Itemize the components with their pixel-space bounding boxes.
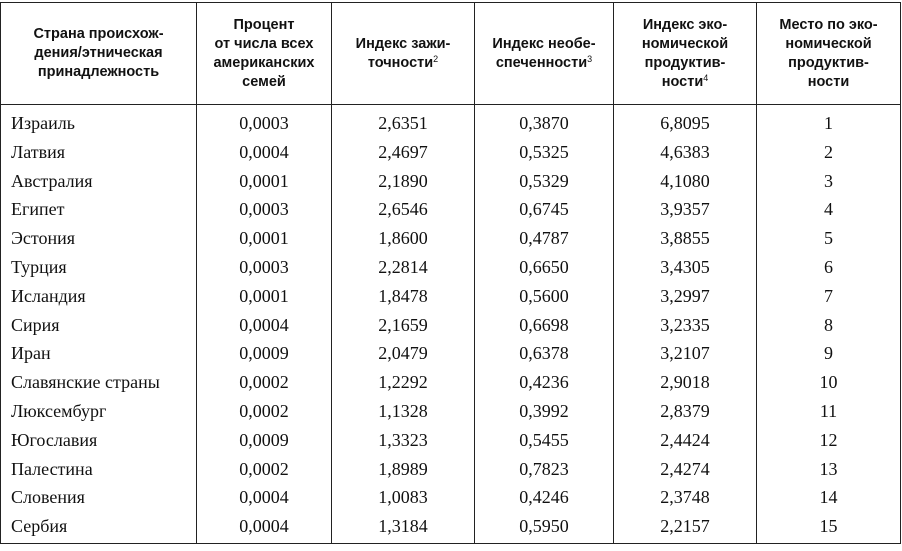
- header-line: продуктив-: [788, 54, 869, 71]
- cell-productivity: 6,8095: [614, 105, 757, 138]
- cell-country: Турция: [11, 256, 67, 277]
- header-poverty-index: [475, 3, 614, 105]
- cell-productivity: 3,2107: [614, 339, 757, 368]
- cell-productivity: 2,8379: [614, 397, 757, 426]
- cell-wealth: 2,6546: [332, 195, 475, 224]
- footnote-marker: 4: [703, 72, 709, 83]
- cell-rank: 6: [757, 253, 901, 282]
- cell-wealth: 1,2292: [332, 368, 475, 397]
- cell-wealth: 1,8989: [332, 455, 475, 484]
- cell-country: Палестина: [11, 458, 93, 479]
- header-productivity-index: [614, 3, 757, 105]
- table-header: [1, 3, 901, 105]
- header-line: [338, 54, 468, 73]
- cell-productivity: 2,4274: [614, 455, 757, 484]
- cell-wealth: 1,1328: [332, 397, 475, 426]
- cell-rank: 11: [757, 397, 901, 426]
- cell-country: Исландия: [11, 285, 86, 306]
- header-country: [1, 3, 197, 105]
- cell-poverty: 0,5455: [475, 426, 614, 455]
- header-line: номической: [785, 35, 872, 52]
- cell-productivity: 2,3748: [614, 483, 757, 512]
- cell-percent: 0,0003: [197, 105, 332, 138]
- footnote-marker: 3: [587, 53, 593, 64]
- header-line: Место по эко-: [779, 16, 878, 33]
- cell-country: Сирия: [11, 314, 60, 335]
- header-line: принадлежность: [37, 64, 160, 80]
- cell-poverty: 0,5329: [475, 167, 614, 196]
- header-row: [1, 3, 901, 105]
- header-line: продуктив-: [644, 54, 726, 71]
- header-line: от числа всех: [214, 35, 314, 52]
- cell-productivity: 3,2335: [614, 311, 757, 340]
- cell-poverty: 0,5950: [475, 512, 614, 543]
- cell-poverty: 0,5325: [475, 138, 614, 167]
- header-rank: [757, 3, 901, 105]
- table-row: [1, 339, 901, 368]
- cell-rank: 3: [757, 167, 901, 196]
- cell-productivity: 2,2157: [614, 512, 757, 543]
- cell-percent: 0,0009: [197, 339, 332, 368]
- table-row: [1, 138, 901, 167]
- table-row: [1, 167, 901, 196]
- cell-percent: 0,0009: [197, 426, 332, 455]
- table-row: [1, 195, 901, 224]
- header-line-text: спеченности: [495, 54, 588, 71]
- table-row: [1, 512, 901, 543]
- table-row: [1, 105, 901, 138]
- cell-country: Израиль: [11, 113, 75, 133]
- cell-rank: 7: [757, 282, 901, 311]
- table-row: [1, 426, 901, 455]
- cell-wealth: 2,1890: [332, 167, 475, 196]
- cell-rank: 4: [757, 195, 901, 224]
- cell-percent: 0,0002: [197, 397, 332, 426]
- header-line: американских: [213, 54, 315, 71]
- header-line: Индекс зажи-: [355, 35, 451, 52]
- cell-country: Иран: [11, 343, 51, 364]
- cell-rank: 14: [757, 483, 901, 512]
- cell-productivity: 4,6383: [614, 138, 757, 167]
- cell-productivity: 3,2997: [614, 282, 757, 311]
- cell-wealth: 1,8478: [332, 282, 475, 311]
- cell-productivity: 2,4424: [614, 426, 757, 455]
- cell-percent: 0,0001: [197, 282, 332, 311]
- cell-country: Славянские страны: [11, 372, 160, 393]
- cell-country: Словения: [11, 487, 85, 508]
- header-line-text: ности: [661, 73, 704, 90]
- cell-poverty: 0,6745: [475, 195, 614, 224]
- cell-percent: 0,0004: [197, 483, 332, 512]
- cell-rank: 1: [757, 105, 901, 138]
- header-wealth-index: [332, 3, 475, 105]
- cell-poverty: 0,3870: [475, 105, 614, 138]
- table-row: [1, 397, 901, 426]
- cell-wealth: 1,0083: [332, 483, 475, 512]
- header-line: [620, 73, 750, 92]
- header-percent: [197, 3, 332, 105]
- table-body: [1, 105, 901, 544]
- header-line: дения/этническая: [34, 45, 163, 61]
- cell-rank: 5: [757, 224, 901, 253]
- cell-country: Эстония: [11, 228, 76, 249]
- cell-percent: 0,0004: [197, 311, 332, 340]
- cell-rank: 10: [757, 368, 901, 397]
- cell-wealth: 2,0479: [332, 339, 475, 368]
- cell-percent: 0,0002: [197, 368, 332, 397]
- cell-percent: 0,0002: [197, 455, 332, 484]
- cell-rank: 9: [757, 339, 901, 368]
- footnote-marker: 2: [433, 53, 439, 64]
- cell-wealth: 2,6351: [332, 105, 475, 138]
- cell-country: Югославия: [11, 429, 98, 450]
- cell-poverty: 0,4787: [475, 224, 614, 253]
- cell-poverty: 0,3992: [475, 397, 614, 426]
- cell-poverty: 0,4246: [475, 483, 614, 512]
- table-row: [1, 368, 901, 397]
- cell-country: Австралия: [11, 170, 93, 191]
- cell-poverty: 0,6650: [475, 253, 614, 282]
- table-row: [1, 483, 901, 512]
- header-line-text: точности: [367, 54, 434, 71]
- cell-poverty: 0,5600: [475, 282, 614, 311]
- cell-rank: 13: [757, 455, 901, 484]
- header-line: Индекс необе-: [492, 35, 596, 52]
- cell-wealth: 2,1659: [332, 311, 475, 340]
- cell-productivity: 2,9018: [614, 368, 757, 397]
- cell-rank: 12: [757, 426, 901, 455]
- cell-country: Латвия: [11, 141, 66, 162]
- cell-poverty: 0,7823: [475, 455, 614, 484]
- cell-wealth: 1,8600: [332, 224, 475, 253]
- cell-wealth: 1,3323: [332, 426, 475, 455]
- cell-poverty: 0,6378: [475, 339, 614, 368]
- header-line: семей: [242, 73, 286, 90]
- cell-percent: 0,0004: [197, 512, 332, 543]
- cell-percent: 0,0003: [197, 253, 332, 282]
- header-line: [481, 54, 607, 73]
- cell-poverty: 0,4236: [475, 368, 614, 397]
- table-row: [1, 455, 901, 484]
- cell-productivity: 3,4305: [614, 253, 757, 282]
- cell-country: Люксембург: [11, 400, 107, 421]
- data-table: [0, 2, 901, 544]
- cell-wealth: 1,3184: [332, 512, 475, 543]
- cell-percent: 0,0003: [197, 195, 332, 224]
- cell-productivity: 4,1080: [614, 167, 757, 196]
- header-line: номической: [641, 35, 729, 52]
- cell-percent: 0,0004: [197, 138, 332, 167]
- cell-wealth: 2,4697: [332, 138, 475, 167]
- table-row: [1, 282, 901, 311]
- cell-poverty: 0,6698: [475, 311, 614, 340]
- header-line: Страна происхож-: [33, 26, 164, 42]
- table-row: [1, 253, 901, 282]
- table-row: [1, 311, 901, 340]
- header-line: Индекс эко-: [642, 16, 728, 33]
- cell-percent: 0,0001: [197, 167, 332, 196]
- cell-country: Сербия: [11, 516, 68, 537]
- header-line: ности: [807, 73, 850, 90]
- table-row: [1, 224, 901, 253]
- cell-rank: 2: [757, 138, 901, 167]
- cell-rank: 15: [757, 512, 901, 543]
- cell-productivity: 3,8855: [614, 224, 757, 253]
- cell-percent: 0,0001: [197, 224, 332, 253]
- cell-productivity: 3,9357: [614, 195, 757, 224]
- header-line: Процент: [233, 16, 295, 33]
- cell-country: Египет: [11, 199, 65, 220]
- cell-rank: 8: [757, 311, 901, 340]
- cell-wealth: 2,2814: [332, 253, 475, 282]
